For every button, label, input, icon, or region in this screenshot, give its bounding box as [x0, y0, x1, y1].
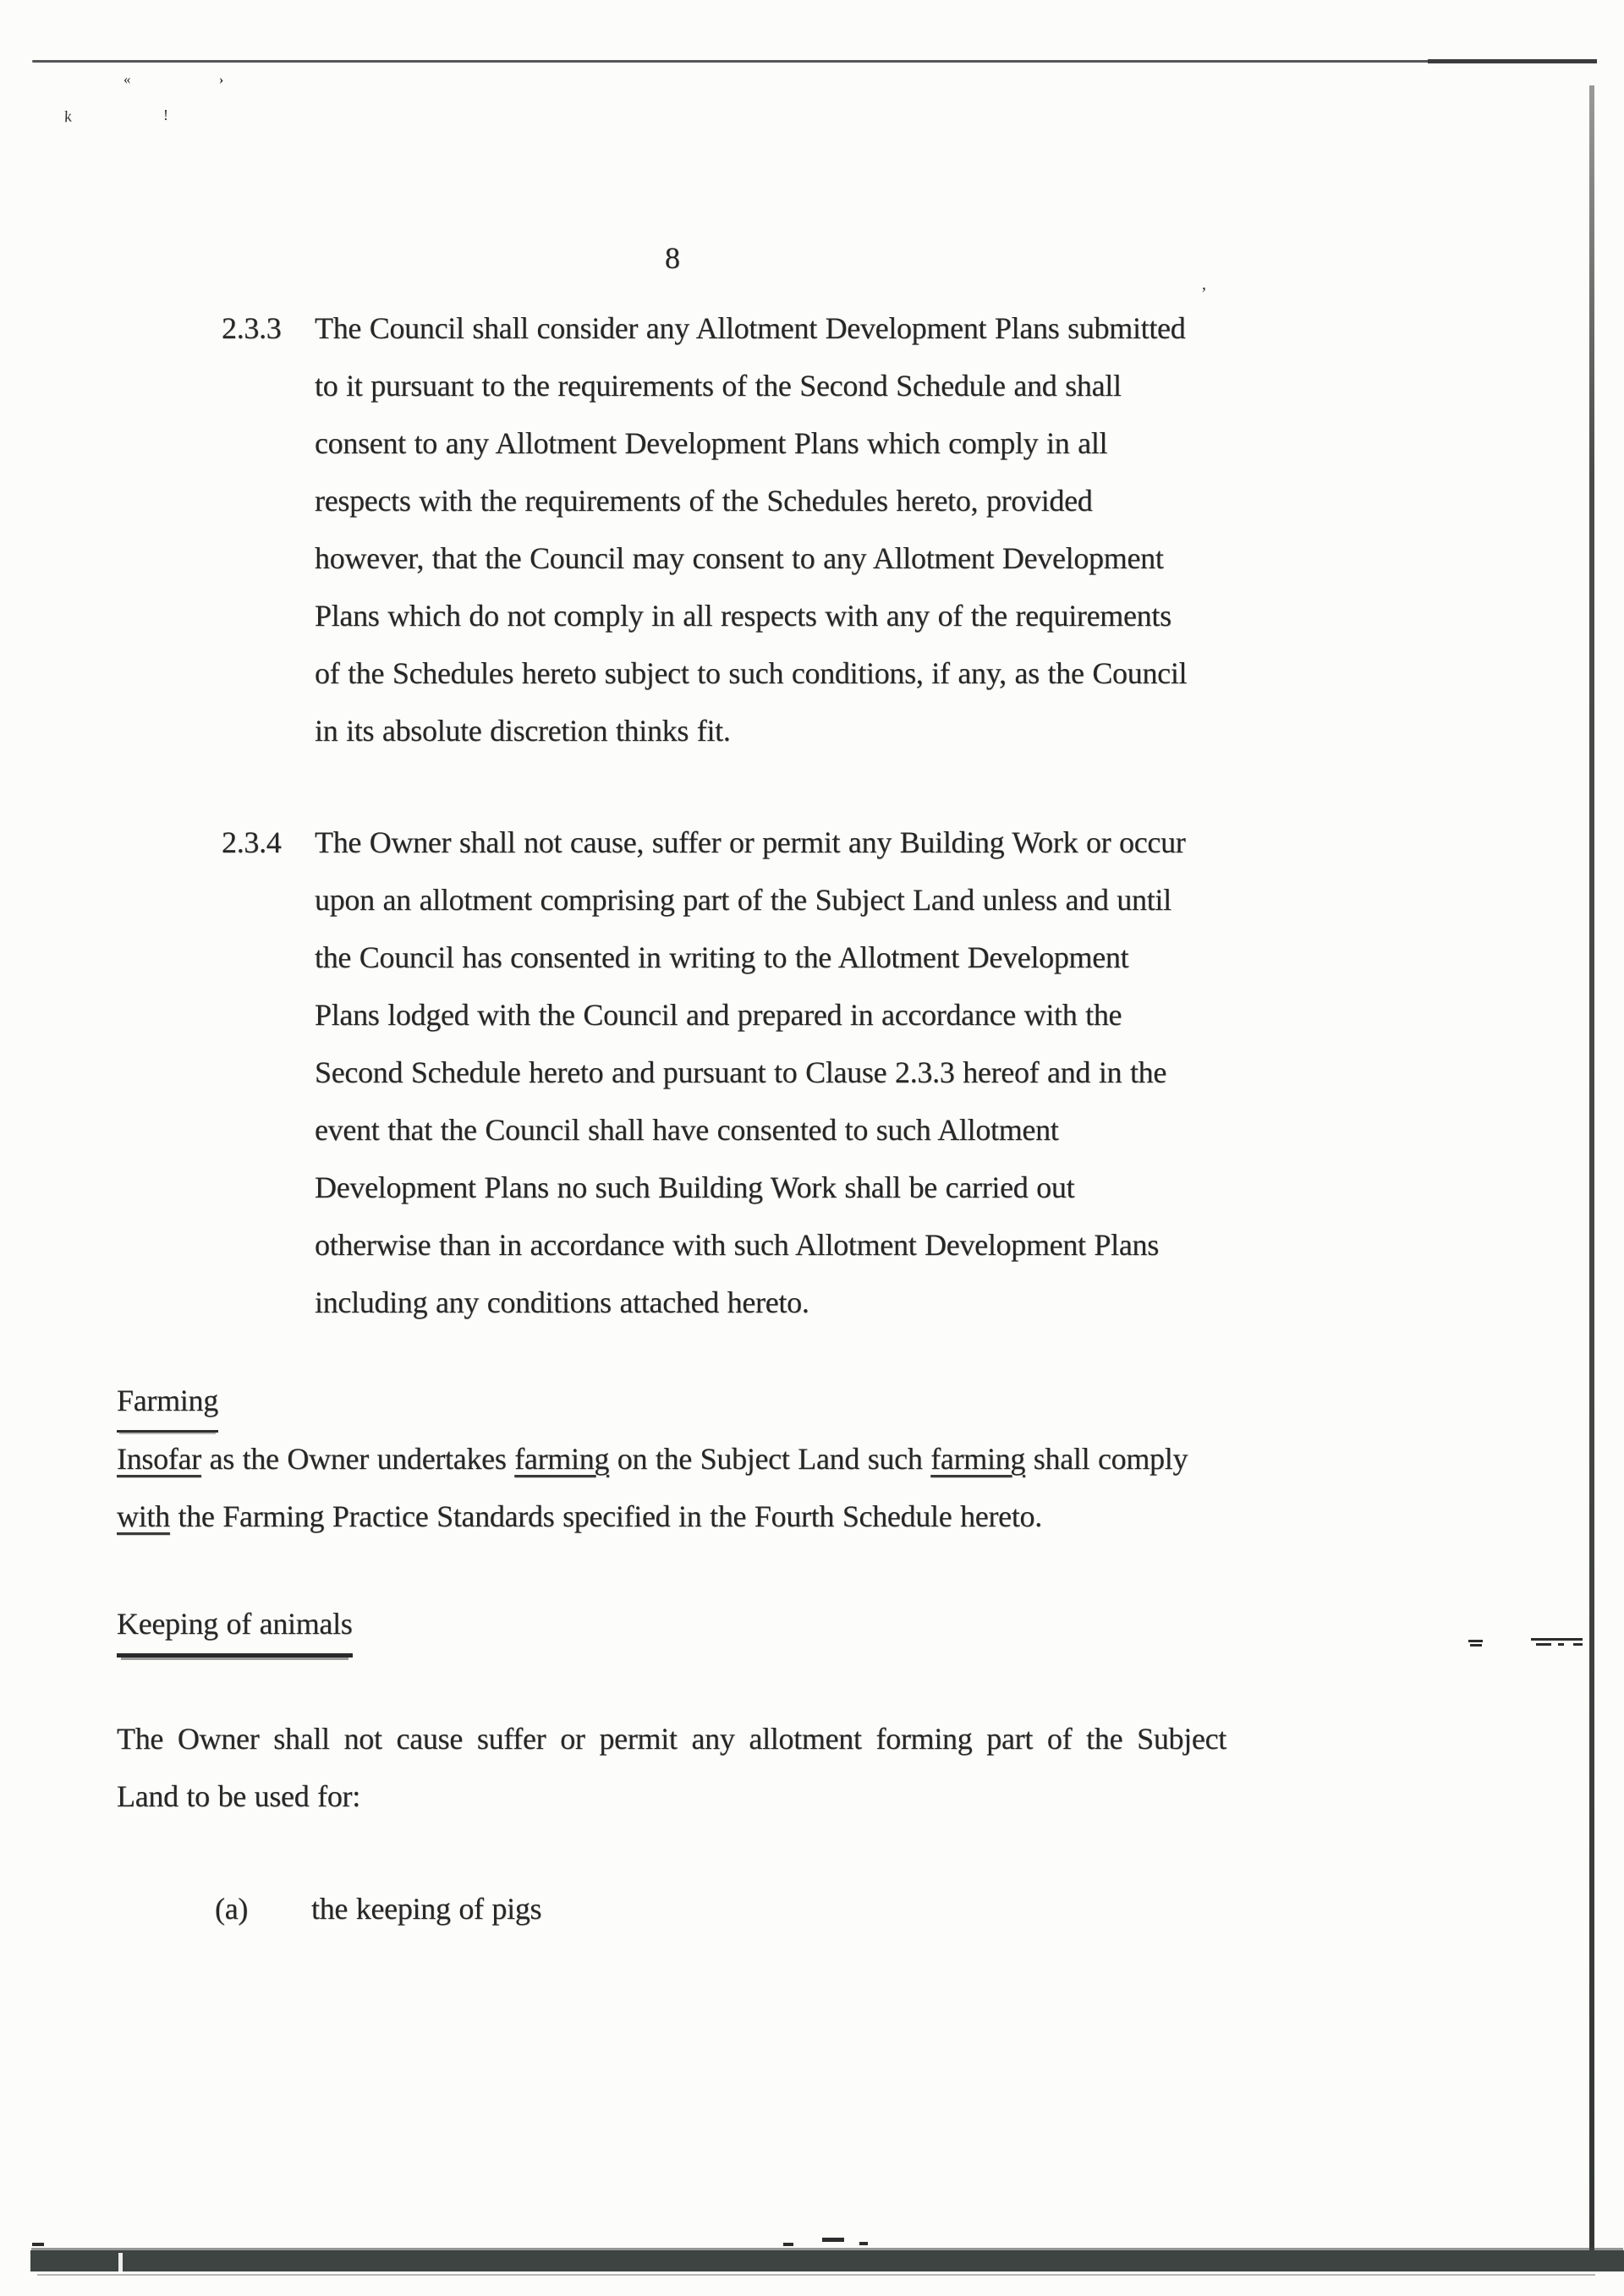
paragraph-segment: shall comply: [1025, 1442, 1188, 1476]
clause-text-line: Second Schedule hereto and pursuant to Clause 2.3.3 hereof and in the: [315, 1055, 1167, 1089]
farming-paragraph: [117, 1430, 1188, 1545]
scan-dash: [1470, 1644, 1482, 1647]
clause-2-3-4-body: [315, 814, 1186, 1331]
page-number: 8: [665, 241, 680, 275]
clause-text-line: upon an allotment comprising part of the Subject Land unless and until: [315, 883, 1171, 917]
clause-text-line: respects with the requirements of the Schedules hereto, provided: [315, 484, 1093, 518]
scan-right-edge-line: [1589, 85, 1594, 2252]
scan-speck: ›: [219, 73, 224, 87]
scan-speck: «: [123, 71, 131, 87]
clause-text-line: in its absolute discretion thinks fit.: [315, 714, 731, 748]
clause-text-line: event that the Council shall have consented to such Allotment: [315, 1113, 1059, 1147]
paragraph-segment: on the Subject Land such: [609, 1442, 931, 1476]
keeping-heading-text: Keeping of animals: [117, 1595, 353, 1658]
section-heading-keeping-of-animals: [117, 1595, 353, 1658]
clause-text-line: of the Schedules hereto subject to such conditions, if any, as the Council: [315, 656, 1188, 690]
clause-text-line: The Owner shall not cause, suffer or permit any Building Work or occur: [315, 825, 1186, 859]
scan-dash: [859, 2242, 868, 2245]
paragraph-line: Land to be used for:: [117, 1779, 360, 1813]
scan-dash: [1536, 1643, 1551, 1646]
paragraph-segment: with: [117, 1499, 170, 1533]
clause-text-line: the Council has consented in writing to the Allotment Development: [315, 940, 1129, 974]
paragraph-segment: farming: [930, 1442, 1026, 1476]
list-item-a-marker: (a): [215, 1892, 249, 1926]
scan-dash: [1468, 1640, 1483, 1642]
scan-dash: [32, 2243, 44, 2246]
scan-bottom-bar: [30, 2250, 1624, 2271]
clause-text-line: otherwise than in accordance with such Allotment Development Plans: [315, 1228, 1159, 1262]
clause-number-2-3-3: 2.3.3: [222, 311, 282, 345]
paragraph-segment: farming: [514, 1442, 610, 1476]
scan-top-rule-line: [32, 60, 1597, 63]
paragraph-segment: the Farming Practice Standards specified in the Fourth Schedule hereto.: [169, 1499, 1042, 1533]
clause-text-line: including any conditions attached hereto.: [315, 1285, 809, 1319]
clause-text-line: Plans lodged with the Council and prepared in accordance with the: [315, 998, 1122, 1032]
scan-bottom-bar-slit: [118, 2253, 123, 2271]
paragraph-segment: as the Owner undertakes: [200, 1442, 515, 1476]
scan-dash: [783, 2243, 793, 2246]
scan-speck: !: [163, 107, 168, 123]
farming-heading-text: Farming: [117, 1372, 218, 1433]
clause-text-line: however, that the Council may consent to any Allotment Development: [315, 541, 1164, 575]
clause-text-line: to it pursuant to the requirements of the Second Schedule and shall: [315, 369, 1122, 403]
scan-dash: [1573, 1643, 1583, 1646]
scan-speck: ’: [1201, 284, 1207, 303]
clause-text-line: Plans which do not comply in all respects with any of the requirements: [315, 599, 1171, 633]
keeping-paragraph: [117, 1710, 1226, 1825]
scan-top-rule-dark-segment: [1428, 59, 1597, 63]
clause-text-line: consent to any Allotment Development Plans which comply in all: [315, 426, 1108, 460]
scan-dash: [822, 2238, 844, 2242]
paragraph-line: The Owner shall not cause suffer or permit any allotment forming part of the Subject: [117, 1722, 1226, 1756]
scan-speck: k: [63, 107, 73, 127]
clause-number-2-3-4: 2.3.4: [222, 825, 282, 859]
scan-dash: [1558, 1643, 1564, 1646]
scan-bottom-faint-line: [37, 2274, 1595, 2276]
section-heading-farming: [117, 1372, 218, 1433]
paragraph-line: [117, 1430, 1188, 1488]
paragraph-segment: Insofar: [117, 1442, 201, 1476]
scan-dash: [1531, 1638, 1583, 1641]
paragraph-line: [117, 1488, 1188, 1545]
list-item-a-text: the keeping of pigs: [311, 1892, 542, 1926]
clause-text-line: The Council shall consider any Allotment Development Plans submitted: [315, 311, 1186, 345]
clause-text-line: Development Plans no such Building Work shall be carried out: [315, 1170, 1075, 1204]
clause-2-3-3-body: [315, 299, 1187, 759]
